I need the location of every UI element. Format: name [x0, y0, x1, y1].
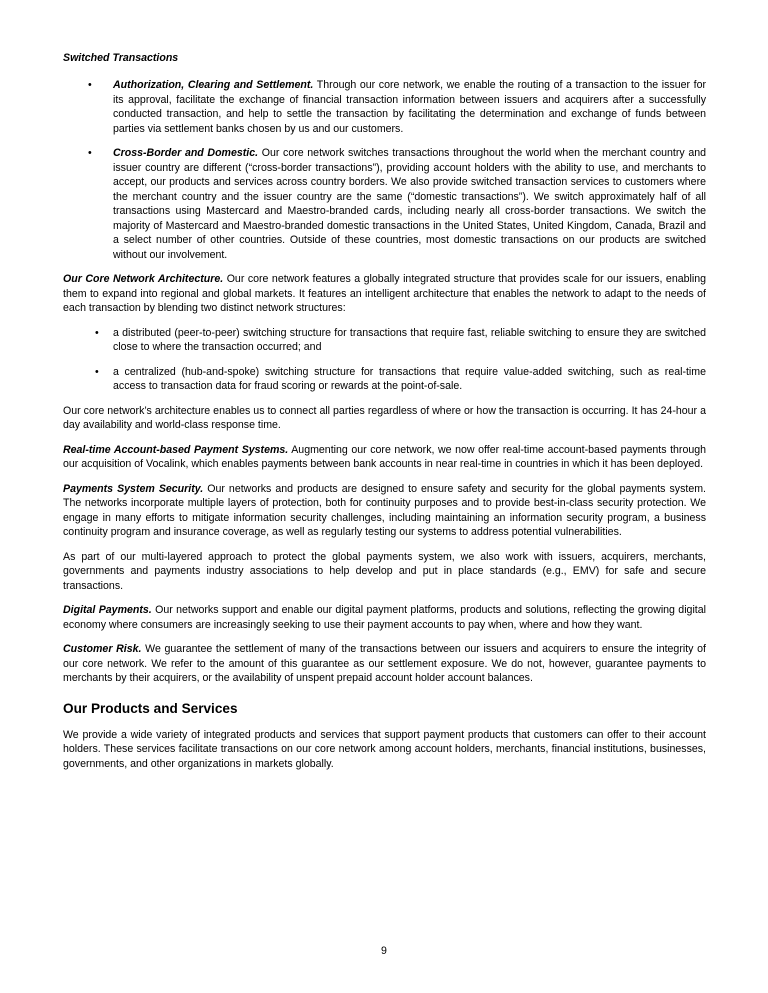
list-item-text: [113, 78, 706, 136]
list-item-text: a distributed (peer-to-peer) switching structure for transactions that require fast, reliable switching to ensure they are switched close to where the transaction occurred; and: [113, 326, 706, 353]
paragraph-body: We guarantee the settlement of many of the transactions between our issuers and acquirers to ensure the integrity of our core network. We refer to the amount of this guarantee as our settlement exposure. We do not, however, guarantee payments to merchants by their acquirers, or the availability of unspent prepaid account holder account balances.: [63, 643, 706, 684]
paragraph-products-services: We provide a wide variety of integrated products and services that support payment products that customers can offer to their account holders. These services facilitate transactions on our core network among account holders, merchants, financial institutions, businesses, governments, and other organizations in markets globally.: [63, 728, 706, 770]
paragraph-customer-risk: [63, 642, 706, 686]
paragraph-lead: Digital Payments.: [63, 604, 152, 616]
paragraph-body: Through our core network, we enable the routing of a transaction to the issuer for its approval, facilitate the exchange of financial transaction information between issuers and acquirers after a successfully conducted transaction, and help to settle the transaction by facilitating the determination and exchange of funds between parties via settlement banks chosen by us and our customers.: [113, 79, 706, 135]
paragraph-lead: Customer Risk.: [63, 643, 142, 655]
bullet-icon: •: [95, 365, 99, 378]
bullet-icon: •: [88, 79, 92, 91]
paragraph-lead: Cross-Border and Domestic.: [113, 147, 259, 159]
paragraph-digital-payments: [63, 603, 706, 632]
list-item-text: [113, 146, 706, 262]
page-number: 9: [381, 945, 387, 957]
paragraph-body: Our core network features a globally integrated structure that provides scale for our issuers, enabling them to expand into regional and global markets. It features an intelligent architecture that enables the network to adapt to the needs of each transaction by blending two distinct network structures:: [63, 273, 706, 314]
section-heading-switched-transactions: Switched Transactions: [63, 52, 179, 64]
bullet-icon: •: [95, 326, 99, 339]
list-item-cross-border: [63, 146, 706, 262]
list-item-centralized: [63, 365, 706, 394]
list-item-distributed: [63, 326, 706, 355]
paragraph-core-network-architecture: [63, 272, 706, 316]
paragraph-lead: Authorization, Clearing and Settlement.: [113, 79, 314, 91]
paragraph-network-connect: Our core network’s architecture enables us to connect all parties regardless of where or how the transaction is occurring. It has 24-hour a day availability and world-class response time.: [63, 404, 706, 431]
paragraph-lead: Real-time Account-based Payment Systems.: [63, 443, 289, 456]
list-item-authorization: [63, 78, 706, 136]
paragraph-lead: Payments System Security.: [63, 482, 204, 495]
paragraph-lead: Our Core Network Architecture.: [63, 273, 224, 285]
list-item-text: a centralized (hub-and-spoke) switching structure for transactions that require value-added switching, such as real-time access to transaction data for fraud scoring or rewards at the point-of-sale.: [113, 365, 706, 392]
paragraph-body: Our core network switches transactions throughout the world when the merchant country and issuer country are different (“cross-border transactions”), providing account holders with the ability to use, and merchants to accept, our products and services across country borders. We also provide switched transaction services to customers where the merchant country and the issuer country are the same (“domestic transactions”). We switch approximately half of all transactions using Mastercard and Maestro-branded cards, including nearly all cross-border transactions. We switch the majority of Mastercard and Maestro-branded domestic transactions in the United States, United Kingdom, Canada, Brazil and a select number of other countries. Outside of these countries, most domestic transactions on our products are switched without our involvement.: [113, 147, 706, 261]
paragraph-body: Augmenting our core network, we now offer real-time account-based payments through our acquisition of Vocalink, which enables payments between bank accounts in near real-time in countries in which it has been deployed.: [63, 443, 707, 470]
paragraph-multilayered: As part of our multi-layered approach to protect the global payments system, we also work with issuers, acquirers, merchants, governments and payments industry associations to help develop and put in place standards (e.g., EMV) for safe and secure transactions.: [63, 550, 706, 592]
paragraph-payments-security: [63, 482, 706, 540]
paragraph-body: Our networks and products are designed to ensure safety and security for the global payments system. The networks incorporate multiple layers of protection, both for continuity purposes and to provide best-in-class security protection. We engage in many efforts to mitigate information security challenges, including maintaining an information security program, a business continuity program and insurance coverage, as well as regularly testing our systems to address potential vulnerabilities.: [63, 482, 706, 538]
section-heading-products-services: Our Products and Services: [63, 700, 238, 716]
paragraph-body: Our networks support and enable our digital payment platforms, products and solutions, reflecting the growing digital economy where consumers are increasingly seeking to use their payment accounts to pay when, where and how they want.: [63, 604, 706, 631]
paragraph-realtime-payments: [63, 443, 706, 472]
bullet-icon: •: [88, 147, 92, 159]
